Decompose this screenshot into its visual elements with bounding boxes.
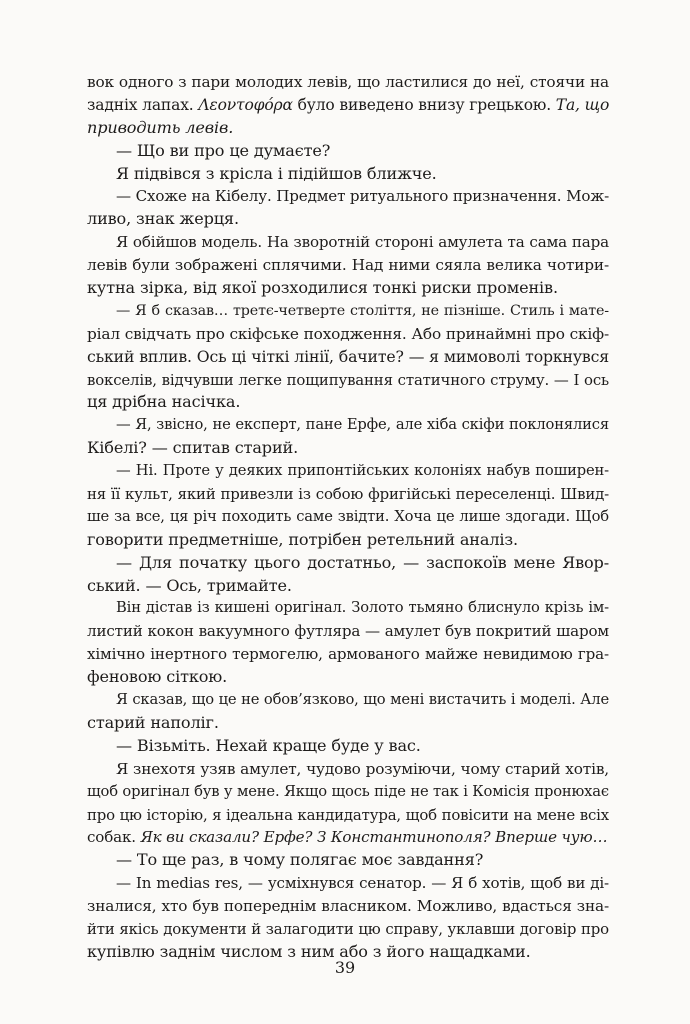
text-line: старий наполіг. <box>87 712 219 732</box>
italic-run: Як ви сказали? Ерфе? З Константинополя? Вперше чую… <box>140 828 608 847</box>
text-line: ріал свідчать про скіфське походження. Або принаймні про скіф- <box>87 324 609 343</box>
text-line: щоб оригінал був у мене. Якщо щось піде не так і Комісія пронюхає <box>87 782 609 800</box>
text-line <box>87 826 609 849</box>
text-line: зналися, хто був попереднім власником. Можливо, вдасться зна- <box>87 897 609 916</box>
text-line: Він дістав із кишені оригінал. Золото тьмяно блиснуло крізь ім- <box>116 599 609 617</box>
text-run: було виведено внизу грецькою. <box>292 95 556 114</box>
text-line: вок одного з пари молодих левів, що ластилися до неї, стоячи на <box>87 73 609 91</box>
text-line: Я обійшов модель. На зворотній стороні амулета та сама пара <box>116 233 609 252</box>
text-line: вокселів, відчувши легке пощипування статичного струму. — І ось <box>87 370 609 389</box>
greek-word: Λεοντοφόρα <box>198 95 293 114</box>
italic-run: Та, що <box>555 95 610 114</box>
text-line: Кібелі? — спитав старий. <box>87 438 299 458</box>
text-line: ський вплив. Ось ці чіткі лінії, бачите? — я мимоволі торкнувся <box>87 346 609 366</box>
text-line: ський. — Ось, тримайте. <box>87 575 292 595</box>
text-line: феновою сіткою. <box>87 667 228 687</box>
text-line: йти якісь документи й залагодити цю справу, уклавши договір про <box>87 919 609 938</box>
text-line: ня її культ, який привезли із собою фригійські переселенці. Швид- <box>87 485 609 504</box>
text-line: купівлю заднім числом з ним або з його нащадками. <box>87 941 531 961</box>
text-line: Я знехотя узяв амулет, чудово розуміючи, чому старий хотів, <box>116 759 609 778</box>
text-line: Я підвівся з крісла і підійшов ближче. <box>116 163 437 183</box>
body-text <box>87 71 609 964</box>
text-run: задніх лапах. <box>87 95 199 114</box>
text-line: листий кокон вакуумного футляра — амулет був покритий шаром <box>87 622 609 641</box>
text-line: — Для початку цього достатньо, — заспокоїв мене Явор- <box>116 552 609 572</box>
text-line: — Я, звісно, не експерт, пане Ерфе, але хіба скіфи поклонялися <box>116 416 609 434</box>
text-run: собак. <box>87 828 141 847</box>
text-line: говорити предметніше, потрібен ретельний аналіз. <box>87 529 518 549</box>
text-line: про цю історію, я ідеальна кандидатура, щоб повісити на мене всіх <box>87 805 609 824</box>
text-line: — Візьміть. Нехай краще буде у вас. <box>116 735 421 755</box>
page-number: 39 <box>334 958 356 977</box>
text-line: ця дрібна насічка. <box>87 392 241 412</box>
text-line: хімічно інертного термогелю, армованого майже невидимою гра- <box>87 645 609 664</box>
text-line: — Ні. Проте у деяких припонтійських колоніях набув поширен- <box>116 462 609 480</box>
text-line: — То ще раз, в чому полягає моє завдання? <box>116 850 484 870</box>
text-line: — Що ви про це думаєте? <box>116 140 331 160</box>
text-line: ше за все, ця річ походить саме звідти. Хоча це лише здогади. Щоб <box>87 507 609 525</box>
text-line: ливо, знак жерця. <box>87 209 239 229</box>
text-line: Я сказав, що це не обов’язково, що мені вистачить і моделі. Але <box>116 691 609 709</box>
text-line: — Я б сказав… третє-четверте століття, не пізніше. Стиль і мате- <box>116 302 609 319</box>
text-line: кутна зірка, від якої розходилися тонкі риски променів. <box>87 278 558 298</box>
text-line: левів були зображені сплячими. Над ними сяяла велика чотири- <box>87 256 609 275</box>
text-line: — In medias res, — усміхнувся сенатор. — Я б хотів, щоб ви ді- <box>116 874 609 893</box>
text-line: приводить левів. <box>87 117 234 137</box>
text-line: — Схоже на Кібелу. Предмет ритуального призначення. Мож- <box>116 187 610 206</box>
text-line <box>87 94 609 117</box>
